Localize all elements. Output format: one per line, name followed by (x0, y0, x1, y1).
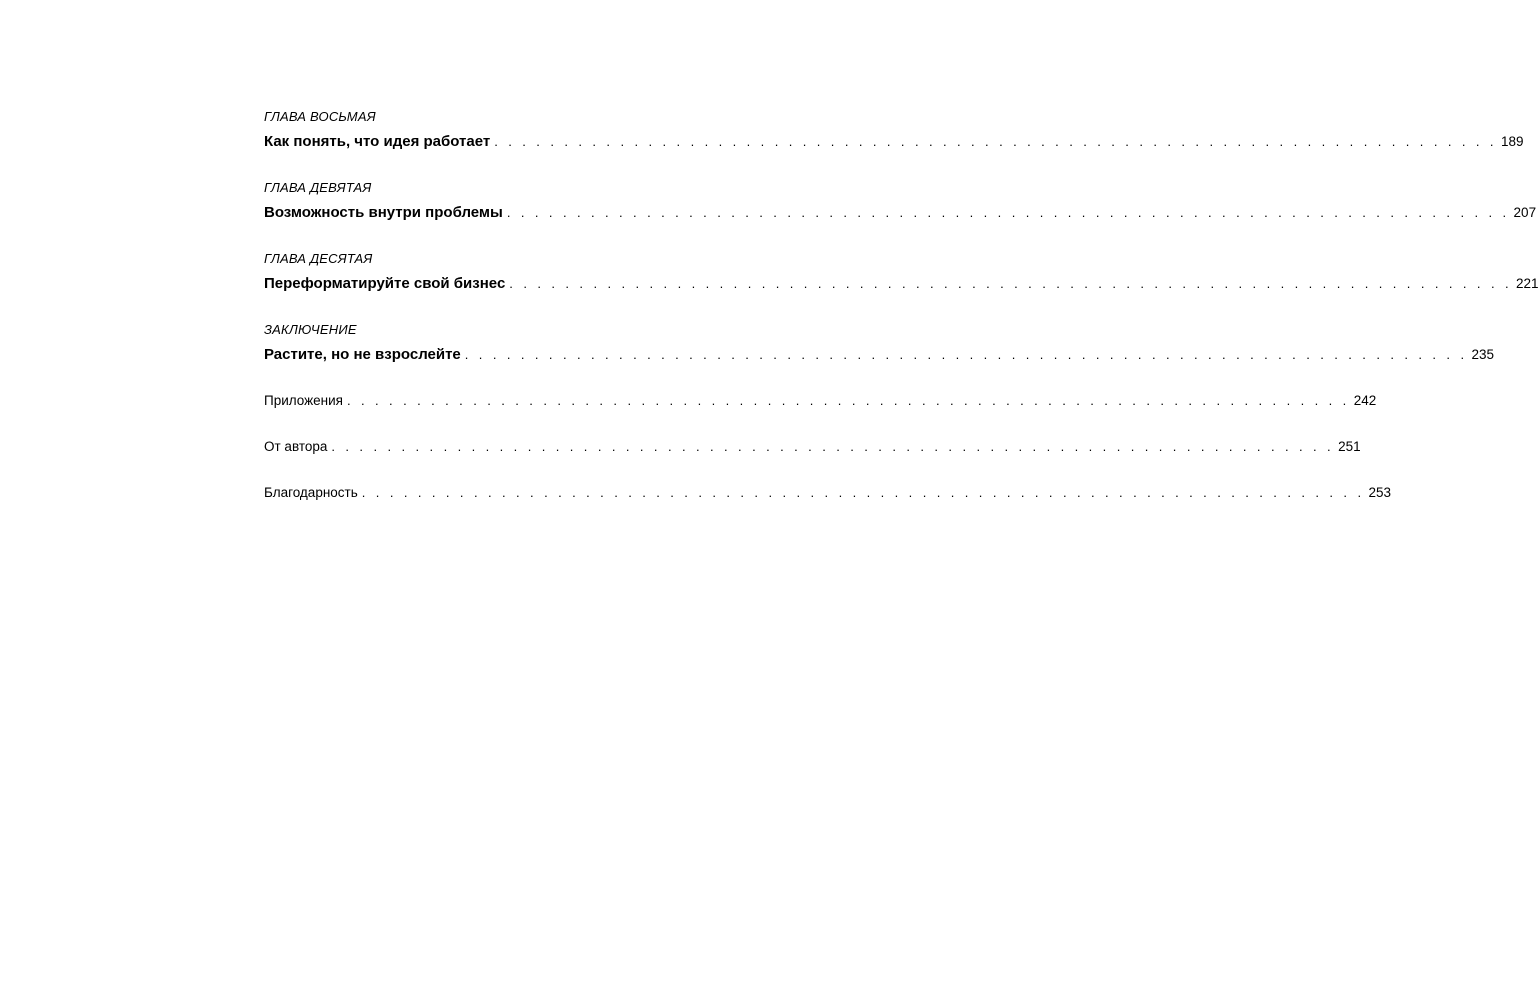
dot-leader: . . . . . . . . . . . . . . . . . . . . . . . . . . . . . . . . . . . . . . . . . . . . . . . . . . . . . . . . . . . . . . . . . . . . . . . . (509, 276, 1512, 291)
page-number: 221 (1516, 276, 1539, 291)
toc-entry[interactable] (264, 435, 1361, 459)
toc-appendices (264, 389, 1377, 413)
toc-entry[interactable] (264, 272, 1539, 296)
dot-leader: . . . . . . . . . . . . . . . . . . . . . . . . . . . . . . . . . . . . . . . . . . . . . . . . . . . . . . . . . . . . . . . . . . . . . . . . (361, 485, 1365, 500)
toc-conclusion (264, 321, 1495, 367)
dot-leader: . . . . . . . . . . . . . . . . . . . . . . . . . . . . . . . . . . . . . . . . . . . . . . . . . . . . . . . . . . . . . . . . . . . . . . . . (494, 134, 1497, 149)
entry-title: Растите, но не взрослейте (264, 346, 461, 363)
toc-from-author (264, 435, 1361, 459)
entry-title: От автора (264, 439, 328, 454)
page-number: 189 (1500, 134, 1524, 149)
page-number: 251 (1338, 439, 1361, 454)
dot-leader: . . . . . . . . . . . . . . . . . . . . . . . . . . . . . . . . . . . . . . . . . . . . . . . . . . . . . . . . . . . . . . . . . . . . . . . . (464, 347, 1468, 362)
entry-title: Переформатируйте свой бизнес (264, 275, 506, 292)
entry-title: Как понять, что идея работает (264, 133, 491, 150)
table-of-contents (264, 108, 1539, 527)
chapter-label: ЗАКЛЮЧЕНИЕ (264, 322, 357, 337)
toc-entry[interactable] (264, 130, 1524, 154)
entry-title: Возможность внутри проблемы (264, 204, 503, 221)
chapter-label: ГЛАВА ДЕСЯТАЯ (264, 251, 373, 266)
toc-chapter-8 (264, 108, 1524, 154)
toc-chapter-9 (264, 179, 1537, 225)
entry-title: Благодарность (264, 485, 358, 500)
dot-leader: . . . . . . . . . . . . . . . . . . . . . . . . . . . . . . . . . . . . . . . . . . . . . . . . . . . . . . . . . . . . . . . . . . . . . . . . (506, 205, 1510, 220)
toc-entry[interactable] (264, 343, 1495, 367)
toc-entry[interactable] (264, 201, 1537, 225)
toc-chapter-10 (264, 250, 1539, 296)
chapter-label: ГЛАВА ДЕВЯТАЯ (264, 180, 372, 195)
page-number: 242 (1353, 393, 1377, 408)
toc-entry[interactable] (264, 389, 1377, 413)
toc-acknowledgements (264, 481, 1391, 505)
entry-title: Приложения (264, 393, 343, 408)
chapter-label: ГЛАВА ВОСЬМАЯ (264, 109, 376, 124)
page-number: 207 (1513, 205, 1537, 220)
page-number: 253 (1368, 485, 1391, 500)
dot-leader: . . . . . . . . . . . . . . . . . . . . . . . . . . . . . . . . . . . . . . . . . . . . . . . . . . . . . . . . . . . . . . . . . . . . . . . . (331, 439, 1335, 454)
dot-leader: . . . . . . . . . . . . . . . . . . . . . . . . . . . . . . . . . . . . . . . . . . . . . . . . . . . . . . . . . . . . . . . . . . . . . . . . (346, 393, 1350, 408)
toc-entry[interactable] (264, 481, 1391, 505)
page-number: 235 (1471, 347, 1495, 362)
